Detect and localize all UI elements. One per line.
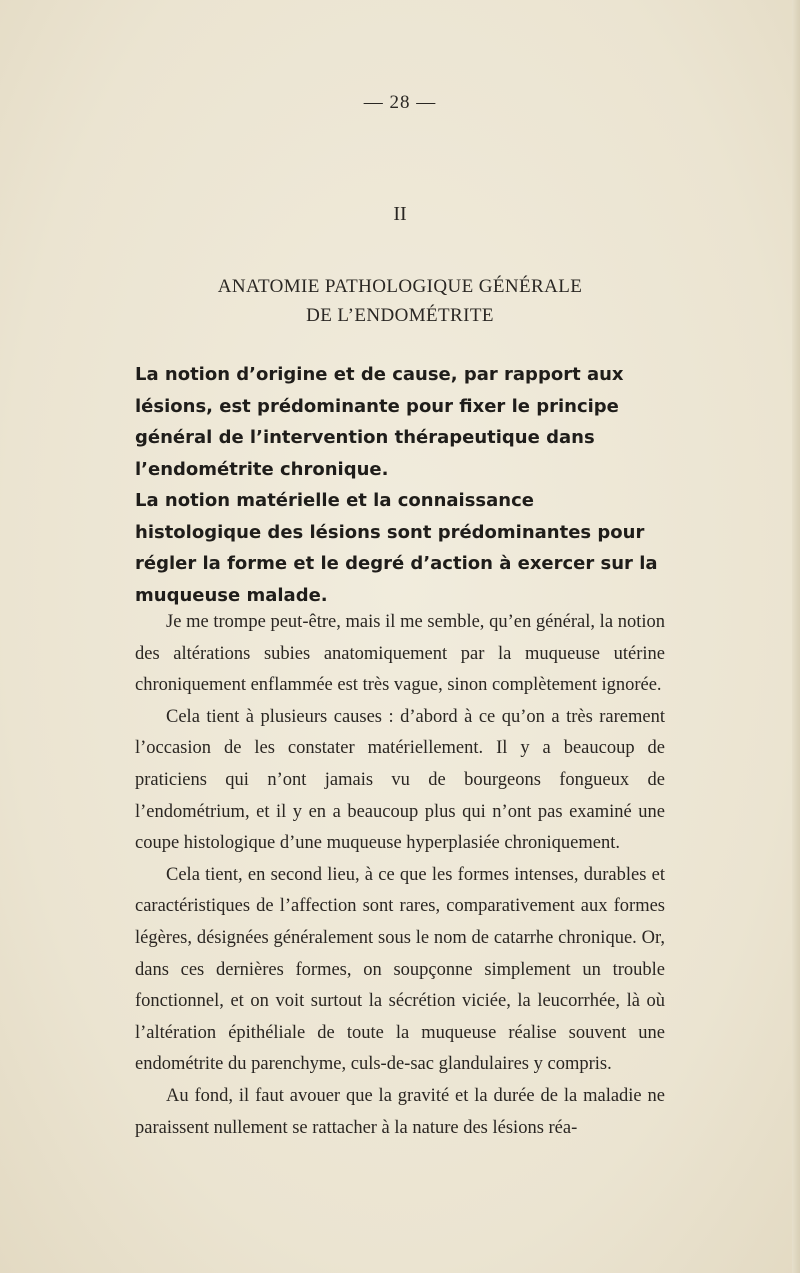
lead-paragraph-1 xyxy=(135,359,665,485)
chapter-title xyxy=(0,272,800,330)
lead-paragraph-text: La notion d’origine et de cause, par rapport aux lésions, est prédominante pour fixer le principe général de l’intervention thérapeutique dans l’endométrite chronique. xyxy=(135,364,624,480)
lead-paragraph-text: La notion matérielle et la connaissance histologique des lésions sont prédominantes pour régler la forme et le degré d’action à exercer sur la muqueuse malade. xyxy=(135,490,658,606)
chapter-title-line-2: DE L’ENDOMÉTRITE xyxy=(306,305,494,326)
body-paragraph-3: Cela tient, en second lieu, à ce que les formes intenses, durables et caractéristiques de l’affection sont rares, comparativement aux formes légères, désignées généralement sous le nom de catarrhe chronique. Or, dans ces dernières formes, on soupçonne simplement un trouble fonctionnel, et on voit surtout la sécrétion viciée, la leucorrhée, là où l’altération épithéliale de toute la muqueuse réalise souvent une endométrite du parenchyme, culs-de-sac glandulaires y compris. xyxy=(135,864,665,1075)
page-number: — 28 — xyxy=(363,92,437,113)
body-paragraph-2: Cela tient à plusieurs causes : d’abord à ce qu’on a très rarement l’occasion de les constater matériellement. Il y a beaucoup de praticiens qui n’ont jamais vu de bourgeons fongueux de l’endométrium, et il y en a beaucoup plus qui n’ont pas examiné une coupe histologique d’une muqueuse hyperplasiée chroniquement. xyxy=(135,706,665,854)
body-paragraph-4: Au fond, il faut avouer que la gravité et la durée de la maladie ne paraissent nullement se rattacher à la nature des lésions réa- xyxy=(135,1085,665,1138)
chapter-title-line-1: ANATOMIE PATHOLOGIQUE GÉNÉRALE xyxy=(217,276,583,297)
body-text xyxy=(135,607,665,1144)
lead-paragraph-2 xyxy=(135,485,665,611)
chapter-number: II xyxy=(393,203,407,225)
body-paragraph-1: Je me trompe peut-être, mais il me semble, qu’en général, la notion des altérations subies anatomiquement par la muqueuse utérine chroniquement enflammée est très vague, sinon complètement ignorée. xyxy=(135,612,665,696)
page-edge xyxy=(792,0,800,1273)
